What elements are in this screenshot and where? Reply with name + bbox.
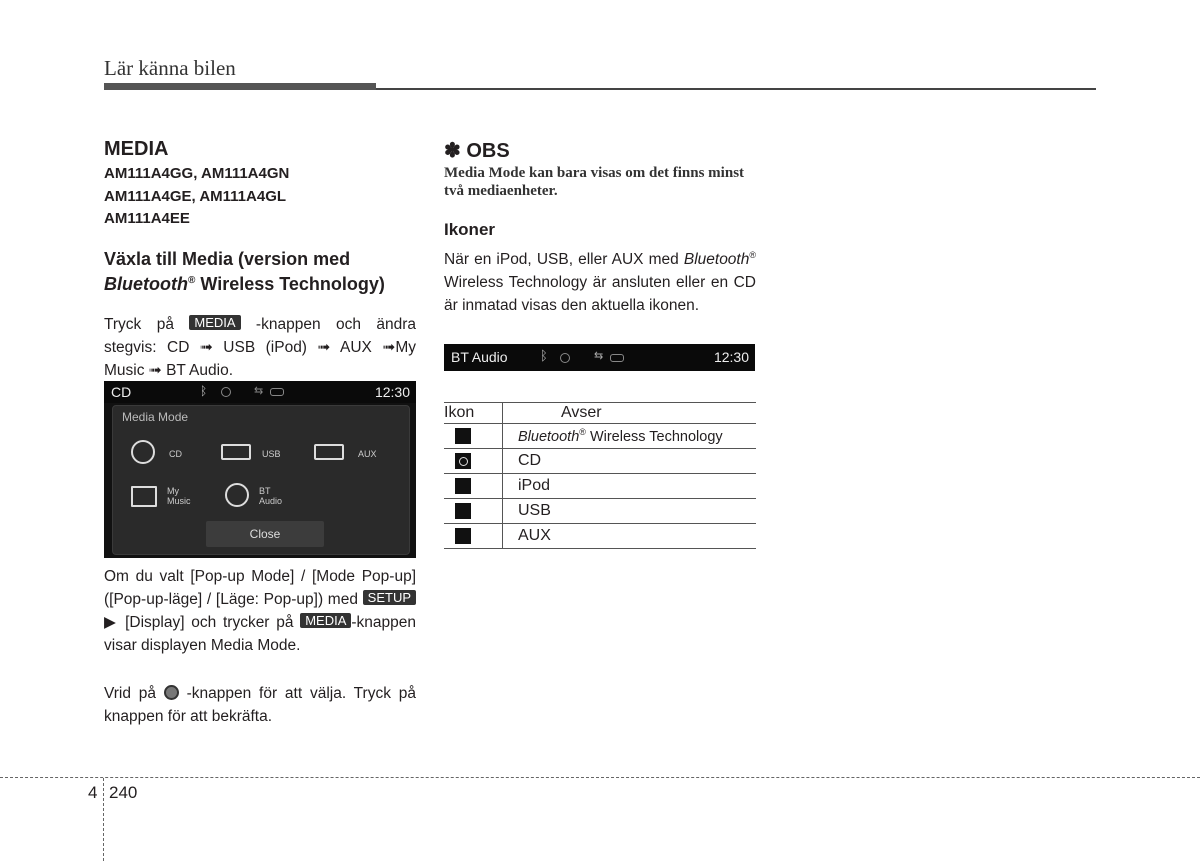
close-button[interactable]: Close <box>206 521 324 547</box>
bluetooth-term: Bluetooth <box>104 274 188 294</box>
bluetooth-term: Bluetooth <box>683 251 750 269</box>
mymusic-option-label[interactable]: My Music <box>167 486 191 506</box>
icon-cell <box>444 499 503 524</box>
footer-rule <box>0 777 1200 778</box>
text: -knappen visar displayen Media Mode. <box>104 614 416 654</box>
registered-mark: ® <box>187 275 196 286</box>
icon-cell <box>444 524 503 549</box>
column-header-icon: Ikon <box>444 403 503 424</box>
model-code-line-2: AM111A4GE, AM111A4GL <box>104 188 287 205</box>
meaning-cell: CD <box>503 449 757 474</box>
table-header-row <box>444 403 756 424</box>
bluetooth-term: Bluetooth <box>518 428 580 445</box>
media-mode-screen <box>104 381 416 558</box>
cd-icon <box>560 353 570 363</box>
text: -knappen för att välja. Tryck på knappen för att bekräfta. <box>104 685 417 725</box>
usb-icon: ⇆ <box>594 350 604 362</box>
aux-icon <box>270 388 284 396</box>
clock: 12:30 <box>713 349 749 365</box>
section-heading: MEDIA <box>104 138 169 160</box>
text: Wireless Technology <box>585 428 723 445</box>
folder-music-icon[interactable] <box>131 486 157 507</box>
usb-icon: ⇆ <box>254 385 264 397</box>
usb-icon <box>455 503 471 519</box>
icon-cell <box>444 424 503 449</box>
icons-heading: Ikoner <box>444 220 496 239</box>
cd-icon <box>455 453 471 469</box>
model-code-line-3: AM111A4EE <box>104 210 190 227</box>
cd-option-label[interactable]: CD <box>169 449 182 459</box>
media-key-label: MEDIA <box>300 613 351 628</box>
icons-paragraph <box>444 244 756 317</box>
usb-option-label[interactable]: USB <box>262 449 281 459</box>
aux-icon <box>455 528 471 544</box>
text: När en iPod, USB, eller AUX med <box>444 251 684 269</box>
note-heading: ✽ OBS <box>444 140 510 162</box>
btaudio-option-label[interactable]: BT Audio <box>259 486 283 506</box>
page-header-title: Lär känna bilen <box>104 56 236 80</box>
chapter-number: 4 <box>88 783 98 802</box>
usb-option-icon[interactable] <box>221 444 251 460</box>
paragraph-popup-mode <box>104 565 416 657</box>
text: Vrid på <box>104 685 164 702</box>
bluetooth-icon <box>455 428 471 444</box>
paragraph-knob <box>104 682 416 728</box>
paragraph-switch-media <box>104 313 416 382</box>
footer-divider <box>103 778 104 861</box>
icons-table <box>444 402 756 549</box>
text: Om du valt [Pop-up Mode] / [Mode Pop-up] ([Pop-up-läge] / [Läge: Pop-up]) med <box>104 568 416 608</box>
aux-option-icon[interactable] <box>314 444 344 460</box>
media-mode-popup <box>112 405 410 555</box>
status-strip <box>444 344 755 371</box>
meaning-cell: iPod <box>503 474 757 499</box>
clock: 12:30 <box>374 384 410 400</box>
page-number: 240 <box>109 783 138 802</box>
strip-label: BT Audio <box>451 349 508 365</box>
table-row <box>444 499 756 524</box>
cd-icon <box>221 387 231 397</box>
setup-key-label: SETUP <box>363 590 416 605</box>
table-row <box>444 524 756 549</box>
registered-mark: ® <box>749 250 756 260</box>
aux-icon <box>610 354 624 362</box>
meaning-cell <box>503 424 757 449</box>
model-code-line-1: AM111A4GG, AM111A4GN <box>104 165 290 182</box>
note-text: Media Mode kan bara visas om det finns minst två mediaenheter. <box>444 165 745 199</box>
table-row <box>444 449 756 474</box>
knob-icon <box>164 685 179 700</box>
subheading-line-2: Wireless Technology) <box>195 274 385 294</box>
popup-title: Media Mode <box>122 410 189 424</box>
text: -knappen och ändra stegvis: CD ➟ USB (iPod) ➟ AUX ➟My Music ➟ BT Audio. <box>104 316 416 379</box>
meaning-cell: AUX <box>503 524 757 549</box>
meaning-cell: USB <box>503 499 757 524</box>
table-row <box>444 474 756 499</box>
column-header-meaning: Avser <box>503 403 757 424</box>
media-key-label: MEDIA <box>189 315 240 330</box>
text: ▶ [Display] och trycker på <box>104 614 301 631</box>
table-row <box>444 424 756 449</box>
header-rule-thin <box>376 88 1096 90</box>
icon-cell <box>444 474 503 499</box>
registered-mark: ® <box>579 427 586 438</box>
bluetooth-option-icon[interactable] <box>225 483 249 507</box>
icon-cell <box>444 449 503 474</box>
status-bar <box>104 381 416 403</box>
ipod-usb-icon <box>455 478 471 494</box>
text: Tryck på <box>104 316 190 333</box>
subheading <box>104 249 424 295</box>
bluetooth-icon: ᛒ <box>200 384 208 398</box>
cd-disc-icon[interactable] <box>131 440 155 464</box>
status-label: CD <box>111 384 132 400</box>
header-rule-thick <box>104 83 376 90</box>
aux-option-label[interactable]: AUX <box>358 449 377 459</box>
subheading-line-1: Växla till Media (version med <box>104 249 351 269</box>
bluetooth-icon: ᛒ <box>540 348 548 363</box>
text: Wireless Technology är ansluten eller en CD är inmatad visas den aktuella ikonen. <box>444 274 756 315</box>
